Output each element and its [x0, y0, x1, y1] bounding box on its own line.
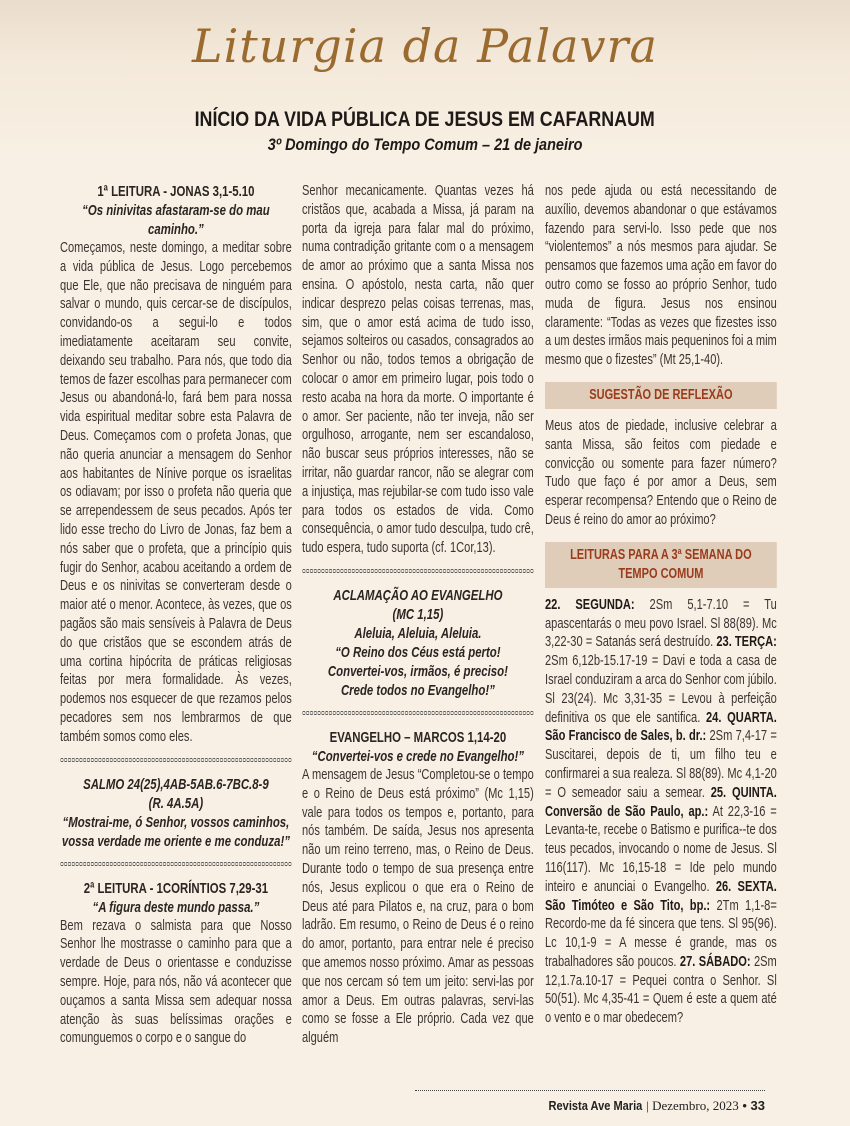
psalm-heading: SALMO 24(25),4AB-5AB.6-7BC.8-9 (R. 4A.5A)	[83, 775, 269, 812]
page-number: 33	[750, 1098, 765, 1113]
week-readings-heading: LEITURAS PARA A 3ª SEMANA DO TEMPO COMUM	[545, 542, 777, 588]
column-1	[60, 182, 292, 1048]
acclamation-line: Aleluia, Aleluia, Aleluia.	[354, 624, 482, 642]
day-readings: 2Sm 5,1-7.10 = Tu apascentarás o meu povo Israel. Sl 88(89). Mc 3,22-30 = Satanás será destruído.	[545, 596, 777, 651]
day-label: 27. SÁBADO:	[679, 953, 751, 970]
footer-brand: Revista Ave Maria	[548, 1098, 643, 1113]
day-label: 26. SEXTA. São Timóteo e São Tito, bp.:	[545, 878, 777, 914]
divider	[302, 568, 534, 574]
day-label: 23. TERÇA:	[716, 634, 777, 651]
day-readings: 2Sm 7,4-17 = Suscitarei, depois de ti, um filho teu e confirmarei a sua realeza. Sl 88(89). Mc 4,1-20 = O semeador saiu a semear.	[545, 728, 777, 801]
reading1-quote: “Os ninivitas afastaram-se do mau caminho.”	[82, 202, 270, 238]
reflection-heading: SUGESTÃO DE REFLEXÃO	[545, 382, 777, 409]
footer-separator: •	[742, 1098, 747, 1113]
masthead-logo: Liturgia da Palavra	[192, 19, 658, 73]
page-title	[0, 107, 850, 132]
column-2	[302, 182, 534, 1048]
reading2-quote: “A figura deste mundo passa.”	[92, 898, 260, 916]
page-title-text: INÍCIO DA VIDA PÚBLICA DE JESUS EM CAFARNAUM	[194, 108, 656, 131]
gospel-text: A mensagem de Jesus “Completou-se o tempo e o Reino de Deus está próximo” (Mc 1,15) vale para todos os tempos e, portanto, para nós também. De saída, Jesus nos apresenta não um reino terreno, mas, o Reino de Deus. Durante todo o tempo de sua presença entre nós, Jesus explicou o que era o Reino de Deus até para Pilatos e, na cruz, para o bom ladrão. Em resumo, o Reino de Deus é o reino do amor, portanto, para entrar nele é preciso que amemos nosso próximo. Amar as pessoas que nos cercam só tem um jeito: servi-las por amor a Deus. Em outras palavras, servi-las como se fosse a Ele próprio. Cada vez que alguém	[302, 766, 534, 1047]
day-label: 24. QUARTA. São Francisco de Sales, b. dr.:	[545, 709, 777, 745]
page-subtitle	[0, 134, 850, 155]
reading1-heading: 1ª LEITURA - JONAS 3,1-5.10	[97, 183, 255, 200]
acclamation-line: “O Reino dos Céus está perto!	[335, 643, 501, 661]
psalm-quote: “Mostrai-me, ó Senhor, vossos caminhos, vossa verdade me oriente e me conduza!”	[61, 813, 290, 850]
acclamation-heading: ACLAMAÇÃO AO EVANGELHO (MC 1,15)	[333, 586, 503, 623]
acclamation-line: Convertei-vos, irmãos, é preciso!	[327, 662, 508, 680]
footer	[532, 1098, 765, 1114]
page-subtitle-text: 3º Domingo do Tempo Comum – 21 de janeiro	[267, 135, 583, 154]
footer-divider	[415, 1090, 765, 1091]
divider	[60, 757, 292, 763]
day-label: 22. SEGUNDA:	[545, 596, 635, 613]
reading2-text: Bem rezava o salmista para que Nosso Senhor lhe mostrasse o caminho para que a verdade de Deus o orientasse e conduzisse sempre. Hoje, para nós, não vá acontecer que ouçamos a santa Missa sem adequar nossa atenção às suas belíssimas orações e comunguemos o corpo e o sangue do	[60, 917, 292, 1047]
divider	[60, 861, 292, 867]
reading1-text: Começamos, neste domingo, a meditar sobre a vida pública de Jesus. Logo percebemos que Ele, que não precisava de ninguém para salvar o mundo, quis cercar-se de discípulos, convidando-os a segui-lo e todos imediatamente aceitaram seu convite, deixando seu trabalho. Para nós, que todo dia temos de fazer escolhas para permanecer com Jesus ou abandoná-lo, fará bem para nossa vida espiritual meditar sobre esta Palavra de Deus. Começamos com o profeta Jonas, que não queria anunciar a mensagem do Senhor aos habitantes de Nínive porque os israelitas os odiavam; por isso o profeta não queria que se arrependessem de seus pecados. Após ter lido esse trecho do Livro de Jonas, faz bem a nós saber que o profeta, que a princípio quis fugir do Senhor, acabou aceitando a ordem de Deus e os ninivitas se converteram desde o maior até o menor. Acontece, às vezes, que os pagãos são mais sensíveis à Palavra de Deus do que cristãos que se escondem atrás de uma cortina hipócrita de práticas religiosas feitas por mera formalidade. Às vezes, podemos nos esquecer de que rezamos pelos pecadores sem nos lembrarmos de que também somos como eles.	[60, 240, 292, 745]
day-readings: 2Sm 12,1.7a.10-17 = Pequei contra o Senhor. Sl 50(51). Mc 4,35-41 = Quem é este a quem até o vento e o mar obedecem?	[545, 953, 777, 1027]
week-readings	[545, 596, 777, 1028]
divider	[302, 710, 534, 716]
acclamation-line: Crede todos no Evangelho!”	[340, 681, 495, 699]
gospel-heading: EVANGELHO – MARCOS 1,14-20	[329, 728, 507, 746]
reflection-text: Meus atos de piedade, inclusive celebrar a santa Missa, são feitos com piedade e convicção ou somente para fazer número? Tudo que faço é por amor a Deus, sem esperar recompensa? Entendo que o Reino de Deus é reino do amor ao próximo?	[545, 417, 777, 528]
day-readings: 2Sm 6,12b-15.17-19 = Davi e toda a casa de Israel conduziram a arca do Senhor com júbilo. Sl 23(24). Mc 3,31-35 = Levou à perfeição definitiva os que ele santifica.	[545, 653, 777, 726]
day-readings: At 22,3-16 = Levanta-te, recebe o Batismo e purifica--te dos teus pecados, invocando o nome de Jesus. Sl 116(117). Mc 16,15-18 = Ide pelo mundo inteiro e anunciai o Evangelho.	[545, 803, 777, 895]
reading2-text-cont: Senhor mecanicamente. Quantas vezes há cristãos que, acabada a Missa, já param na porta da igreja para falar mal do próximo, numa contradição gritante com o a mensagem de amor ao próximo que a santa Missa nos ensina. O apóstolo, nesta carta, não quer indicar desprezo pelas coisas terrenas, mas, sim, que o amor está acima de tudo isso, sejamos solteiros ou casados, consagrados ao Senhor ou não, todos temos a obrigação de colocar o amor em primeiro lugar, pois todo o resto acaba na hora da morte. O importante é o amor. Ser paciente, não ter inveja, não ser orgulhoso, arrogante, nem ser escandaloso, não buscar seus próprios interesses, não se irritar, não guardar rancor, não se alegrar com a injustiça, mas rejubilar-se com tudo isso vale para todos os estados de vida. Como consequência, o amor tudo desculpa, tudo crê, tudo espera, tudo suporta (cf. 1Cor,13).	[302, 183, 534, 557]
gospel-quote: “Convertei-vos e crede no Evangelho!”	[311, 747, 525, 765]
reading2-heading: 2ª LEITURA - 1CORÍNTIOS 7,29-31	[83, 879, 269, 897]
gospel-text-cont: nos pede ajuda ou está necessitando de auxílio, devemos abandonar o que estávamos fazendo para servi-lo. Isso pede que nos “violentemos” a nós mesmos para ajudar. Se pensamos que fazemos uma ação em favor do outro como se fosso ao próprio Senhor, tudo muda de figura. Jesus nos ensinou claramente: “Todas as vezes que fizestes isso a um destes irmãos mais pequeninos foi a mim mesmo que o fizestes” (Mt 25,1-40).	[545, 183, 777, 369]
day-readings: 2Tm 1,1-8= Recordo-me da fé sincera que tens. Sl 95(96). Lc 10,1-9 = A messe é grande, mas os trabalhadores são poucos.	[545, 897, 777, 970]
column-3	[545, 182, 777, 1028]
day-label: 25. QUINTA. Conversão de São Paulo, ap.:	[545, 784, 777, 820]
footer-date: | Dezembro, 2023	[646, 1098, 739, 1113]
